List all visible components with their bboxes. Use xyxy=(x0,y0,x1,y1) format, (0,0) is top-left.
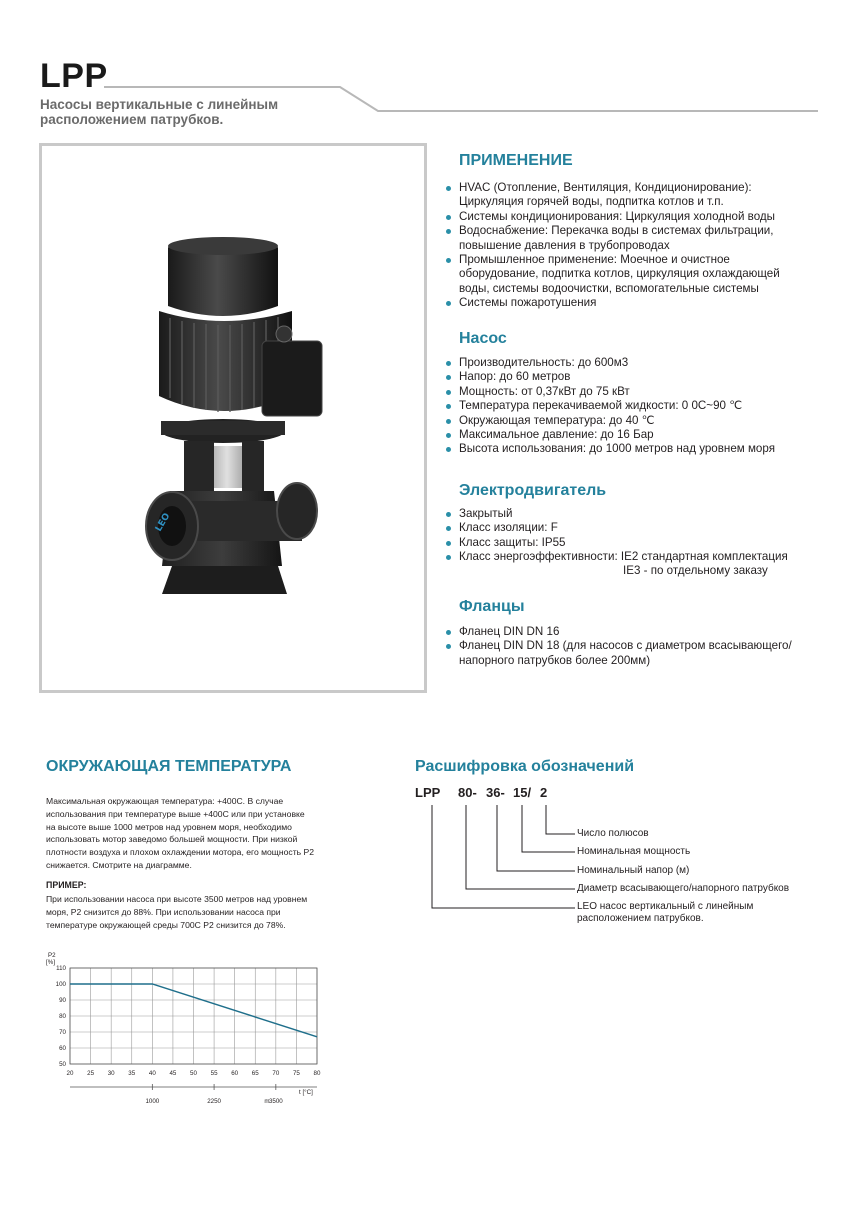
list-item xyxy=(446,428,826,442)
decode-label-model-2: расположением патрубков. xyxy=(577,913,704,924)
environment-title: ОКРУЖАЮЩАЯ ТЕМПЕРАТУРА xyxy=(46,758,292,775)
leo-logo: LEO xyxy=(153,511,173,534)
section-title-application: ПРИМЕНЕНИЕ xyxy=(459,152,573,169)
decode-label-power: Номинальная мощность xyxy=(577,846,691,857)
text-line: температуре окружающей среды 700С Р2 снизится до 78%. xyxy=(46,919,286,930)
y-tick-label: 90 xyxy=(59,997,66,1004)
altitude-unit: m xyxy=(264,1098,270,1105)
list-item xyxy=(446,521,826,535)
list-item xyxy=(446,181,826,210)
text-line: плотности воздуха и плохом охлаждении мотора, его мощность Р2 xyxy=(46,847,315,858)
chart-x-ticks xyxy=(67,1070,321,1077)
decode-label-poles: Число полюсов xyxy=(577,828,649,839)
x-tick-label: 30 xyxy=(107,1070,115,1077)
list-item-text: Класс защиты: IP55 xyxy=(459,535,566,549)
bullet-icon xyxy=(446,215,451,220)
flanges-list xyxy=(446,625,826,668)
application-list xyxy=(446,181,826,311)
list-item-text: Температура перекачиваемой жидкости: 0 0C~90 ℃ xyxy=(459,399,743,413)
list-item-text: Мощность: от 0,37кВт до 75 кВт xyxy=(459,384,630,398)
text-line: использования при температуре выше +400С или при установке xyxy=(46,808,305,819)
decode-leader-lines xyxy=(425,800,585,915)
list-item-text: Промышленное применение: Моечное и очистное xyxy=(459,253,730,267)
list-item xyxy=(446,399,826,413)
example-title: ПРИМЕР: xyxy=(46,880,87,890)
section-title-motor: Электродвигатель xyxy=(459,482,607,499)
list-item xyxy=(446,296,826,310)
list-item-text: напорного патрубков более 200мм) xyxy=(459,653,651,667)
list-item-text: Высота использования: до 1000 метров над уровнем моря xyxy=(459,442,775,456)
pump-illustration xyxy=(42,146,424,690)
motor-list xyxy=(446,507,826,565)
list-item-text: оборудование, подпитка котлов, циркуляция охлаждающей xyxy=(459,267,780,281)
list-item xyxy=(446,442,826,456)
x-tick-label: 80 xyxy=(313,1070,321,1077)
x-tick-label: 65 xyxy=(251,1070,259,1077)
y-tick-label: 50 xyxy=(59,1061,66,1068)
list-item xyxy=(446,253,826,296)
bullet-icon xyxy=(446,361,451,366)
list-item-text: Циркуляция горячей воды, подпитка котлов и т.п. xyxy=(459,195,724,209)
x-tick-label: 55 xyxy=(210,1070,218,1077)
list-item-text: повышение давления в трубопроводах xyxy=(459,238,670,252)
y-tick-label: 80 xyxy=(59,1013,66,1020)
list-item-text: Напор: до 60 метров xyxy=(459,370,571,384)
list-item xyxy=(446,536,826,550)
altitude-tick-label: 3500 xyxy=(268,1098,283,1105)
code-part-head: 36- xyxy=(486,785,505,800)
y-tick-label: 70 xyxy=(59,1029,66,1036)
decode-label-diameter: Диаметр всасывающего/напорного патрубков xyxy=(577,883,790,894)
code-part-poles: 2 xyxy=(540,785,548,800)
list-item xyxy=(446,414,826,428)
power-derating-chart xyxy=(40,948,340,1118)
y-tick-label: 100 xyxy=(55,981,66,988)
x-tick-label: 35 xyxy=(128,1070,136,1077)
list-item xyxy=(446,625,826,639)
ie3-note: IE3 - по отдельному заказу xyxy=(623,564,768,577)
bullet-icon xyxy=(446,447,451,452)
text-line: Максимальная окружающая температура: +400С. В случае xyxy=(46,796,284,806)
chart-xlabel: t [°C] xyxy=(299,1089,313,1096)
list-item-text: Класс энергоэффективности: IE2 стандартная комплектация xyxy=(459,550,788,564)
bullet-icon xyxy=(446,390,451,395)
list-item xyxy=(446,370,826,384)
chart-ylabel: P2 xyxy=(48,952,56,959)
list-item xyxy=(446,550,826,564)
x-tick-label: 75 xyxy=(292,1070,300,1077)
text-line: При использовании насоса при высоте 3500 метров над уровнем xyxy=(46,894,308,904)
list-item xyxy=(446,224,826,253)
altitude-tick-label: 2250 xyxy=(207,1098,221,1105)
bullet-icon xyxy=(446,258,451,263)
list-item-text: Фланец DIN DN 16 xyxy=(459,625,560,638)
text-line: моря, Р2 снизится до 88%. При использовании насоса при xyxy=(46,906,281,917)
text-line: на высоте выше 1000 метров над уровнем моря, необходимо xyxy=(46,821,292,832)
chart-ylabel-unit: [%] xyxy=(46,959,55,966)
product-photo-frame xyxy=(39,143,427,693)
bullet-icon xyxy=(446,419,451,424)
text-line: использовать мотор заведомо большей мощности. При низкой xyxy=(46,834,298,845)
list-item-text: Закрытый xyxy=(459,507,513,520)
x-tick-label: 25 xyxy=(87,1070,95,1077)
bullet-icon xyxy=(446,555,451,560)
pump-list xyxy=(446,356,826,457)
bullet-icon xyxy=(446,186,451,191)
list-item-text: Максимальное давление: до 16 Бар xyxy=(459,428,654,442)
bullet-icon xyxy=(446,404,451,409)
list-item-text: Фланец DIN DN 18 (для насосов с диаметром всасывающего/ xyxy=(459,639,792,653)
bullet-icon xyxy=(446,375,451,380)
list-item-text: Класс изоляции: F xyxy=(459,521,558,535)
bullet-icon xyxy=(446,301,451,306)
decode-label-head: Номинальный напор (м) xyxy=(577,865,690,876)
text-line: снижается. Смотрите на диаграмме. xyxy=(46,859,192,870)
subtitle-line: расположением патрубков. xyxy=(40,112,224,127)
list-item xyxy=(446,385,826,399)
list-item-text: воды, системы водоочистки, вспомогательные системы xyxy=(459,281,759,295)
bullet-icon xyxy=(446,512,451,517)
bullet-icon xyxy=(446,433,451,438)
section-title-flanges: Фланцы xyxy=(459,598,525,615)
section-title-pump: Насос xyxy=(459,330,507,347)
chart-y-ticks xyxy=(56,965,67,1068)
list-item-text: Производительность: до 600м3 xyxy=(459,356,629,369)
x-tick-label: 20 xyxy=(66,1070,74,1077)
list-item-text: Системы пожаротушения xyxy=(459,296,597,310)
page-title: LPP xyxy=(40,57,108,95)
list-item xyxy=(446,507,826,521)
code-part-power: 15/ xyxy=(513,785,532,800)
list-item xyxy=(446,356,826,370)
bullet-icon xyxy=(446,644,451,649)
list-item-text: Системы кондиционирования: Циркуляция холодной воды xyxy=(459,209,775,223)
bullet-icon xyxy=(446,229,451,234)
altitude-tick-label: 1000 xyxy=(145,1098,160,1105)
bullet-icon xyxy=(446,630,451,635)
list-item-text: Окружающая температура: до 40 ℃ xyxy=(459,413,655,427)
x-tick-label: 50 xyxy=(190,1070,197,1077)
decode-title: Расшифровка обозначений xyxy=(415,758,635,775)
environment-text xyxy=(46,795,366,872)
list-item-text: Водоснабжение: Перекачка воды в системах фильтрации, xyxy=(459,224,774,238)
decode-label-model: LEO насос вертикальный с линейным xyxy=(577,901,754,912)
bullet-icon xyxy=(446,526,451,531)
x-tick-label: 60 xyxy=(231,1070,239,1077)
code-part-diameter: 80- xyxy=(458,785,477,800)
x-tick-label: 45 xyxy=(169,1070,177,1077)
y-tick-label: 110 xyxy=(56,965,66,972)
chart-altitude-axis xyxy=(70,1084,317,1105)
bullet-icon xyxy=(446,541,451,546)
list-item xyxy=(446,639,826,668)
example-text xyxy=(46,893,366,931)
x-tick-label: 70 xyxy=(272,1070,280,1077)
x-tick-label: 40 xyxy=(148,1070,156,1077)
subtitle-line: Насосы вертикальные с линейным xyxy=(40,97,279,112)
list-item-text: HVAC (Отопление, Вентиляция, Кондиционирование): xyxy=(459,181,752,194)
y-tick-label: 60 xyxy=(59,1045,66,1052)
list-item xyxy=(446,210,826,224)
page-subtitle xyxy=(40,97,278,127)
code-part-model: LPP xyxy=(415,785,441,800)
